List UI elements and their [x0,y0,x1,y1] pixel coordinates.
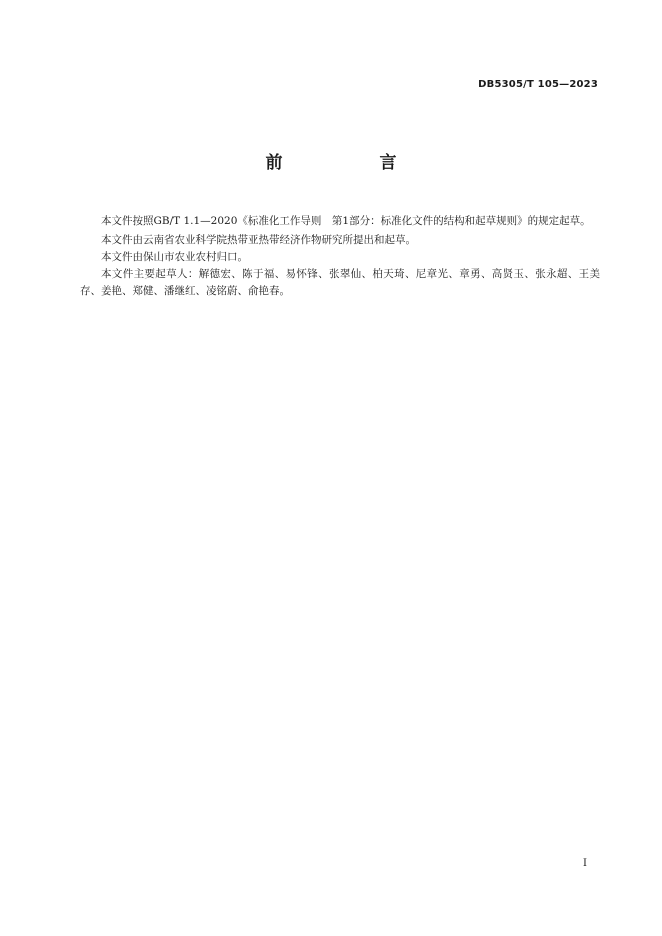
paragraph-proposer: 本文件由云南省农业科学院热带亚热带经济作物研究所提出和起草。 [101,234,416,246]
document-code: DB5305/T 105—2023 [478,79,598,90]
paragraph-drafting-basis: 本文件按照GB/T 1.1—2020《标准化工作导则 第1部分：标准化文件的结构和起草规则》的规定起草。 [101,215,591,227]
paragraph-administrator: 本文件由保山市农业农村归口。 [101,251,248,263]
page-title: 前 言 [265,153,437,173]
page-number: I [583,858,587,869]
foreword-body [80,210,600,300]
paragraph-drafters: 本文件主要起草人：解德宏、陈于福、易怀锋、张翠仙、柏天琦、尼章光、章勇、高贤玉、张永超、王美存、姜艳、郑健、潘继红、凌铭蔚、俞艳春。 [80,268,600,297]
